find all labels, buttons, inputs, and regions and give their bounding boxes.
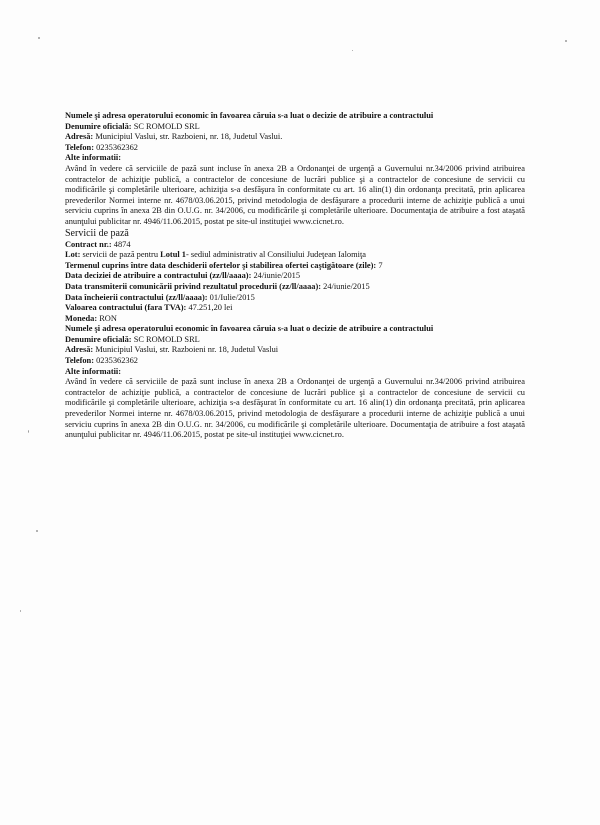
termen-value: 7: [378, 260, 383, 270]
adresa-label: Adresă:: [65, 132, 94, 142]
adresa-value: Municipiul Vaslui, str. Razboieni, nr. 18, Judetul Vaslui.: [95, 132, 283, 142]
telefon-label: Telefon:: [65, 356, 95, 366]
block1-telefon: [65, 143, 525, 154]
scan-speck: [38, 37, 40, 39]
moneda-value: RON: [99, 313, 117, 323]
scan-speck: [36, 530, 38, 532]
scan-speck: [28, 430, 29, 433]
valoare-label: Valoarea contractului (fara TVA):: [65, 303, 187, 313]
block2-telefon: [65, 356, 525, 367]
block1-alte-label: Alte informatii:: [65, 153, 122, 163]
moneda-row: [65, 314, 525, 325]
lot-value-bold: Lotul 1: [160, 250, 186, 260]
valoare-value: 47.251,20 lei: [188, 303, 233, 313]
contract-row: [65, 240, 525, 251]
section-title: Servicii de pază: [65, 227, 129, 239]
data-incheiere-label: Data încheierii contractului (zz/ll/aaaa):: [65, 292, 208, 302]
lot-value-post: - sediul administrativ al Consiliului Judeţean Ialomiţa: [185, 250, 366, 260]
lot-row: [65, 250, 525, 261]
lot-label: Lot:: [65, 250, 81, 260]
block1-alte-text: Având în vedere că serviciile de pază sunt incluse în anexa 2B a Ordonanţei de urgenţă a Guvernului nr.34/2006 privind atribuirea contractelor de achiziţie publică, a contractelor de concesiune de lucrări publice şi a contractelor de concesiune de servicii cu modificările şi completările ulterioare, achiziţia s-a desfăşura în conformitate cu art. 16 alin(1) din ordonanţa precitată, prin aplicarea prevederilor Normei interne nr. 4678/03.06.2015, privind metodologia de desfăşurare a procedurii interne de achiziţie publică a unui serviciu cuprins în anexa 2B din O.U.G. nr. 34/2006, cu modificările şi completările ulterioare. Documentaţia de atribuire a fost ataşată anunţului publicitar nr. 4946/11.06.2015, postat pe site-ul instituţiei www.cicnet.ro.: [65, 163, 525, 226]
block1-adresa: [65, 132, 525, 143]
block1-heading: Numele şi adresa operatorului economic în favoarea căruia s-a luat o decizie de atribuire a contractului: [65, 111, 434, 120]
denumire-value: SC ROMOLD SRL: [133, 334, 200, 344]
telefon-value: 0235362362: [96, 142, 138, 152]
moneda-label: Moneda:: [65, 313, 98, 323]
denumire-value: SC ROMOLD SRL: [133, 121, 200, 131]
data-incheiere-row: [65, 293, 525, 304]
data-decizie-label: Data deciziei de atribuire a contractului (zz/ll/aaaa):: [65, 271, 252, 281]
valoare-row: [65, 303, 525, 314]
denumire-label: Denumire oficială:: [65, 121, 132, 131]
adresa-label: Adresă:: [65, 345, 94, 355]
adresa-value: Municipiul Vaslui, str. Razboieni nr. 18, Judetul Vaslui: [95, 345, 279, 355]
block1-denumire: [65, 122, 525, 133]
scan-speck: [20, 610, 21, 612]
telefon-label: Telefon:: [65, 142, 95, 152]
data-decizie-value: 24/iunie/2015: [253, 271, 301, 281]
termen-label: Termenul cuprins între data deschiderii ofertelor şi stabilirea ofertei caştigătoare (zile):: [65, 260, 377, 270]
data-transmitere-row: [65, 282, 525, 293]
contract-value: 4874: [113, 239, 131, 249]
block2-adresa: [65, 345, 525, 356]
block2-alte-text: Având în vedere că serviciile de pază sunt incluse în anexa 2B a Ordonanţei de urgenţă a Guvernului nr.34/2006 privind atribuirea contractelor de achiziţie publică, a contractelor de concesiune de lucrări publice şi a contractelor de concesiune de servicii cu modificările şi completările ulterioare, achiziţia s-a desfăşurat în conformitate cu art. 16 alin(1) din ordonanţa precitată, prin aplicarea prevederilor Normei interne nr. 4678/03.06.2015, privind metodologia de desfăşurare a procedurii interne de achiziţie publică a unui serviciu cuprins în anexa 2B din O.U.G. nr. 34/2006, cu modificările şi completările ulterioare. Documentaţia de atribuire a fost ataşată anunţului publicitar nr. 4946/11.06.2015, postat pe site-ul instituţiei www.cicnet.ro.: [65, 377, 525, 440]
document-body: [65, 111, 525, 441]
telefon-value: 0235362362: [96, 356, 138, 366]
scan-speck: [352, 50, 353, 51]
denumire-label: Denumire oficială:: [65, 334, 132, 344]
data-transmitere-label: Data transmiterii comunicării privind rezultatul procedurii (zz/ll/aaaa):: [65, 281, 322, 291]
contract-label: Contract nr.:: [65, 239, 112, 249]
lot-value-pre: servicii de pază pentru: [82, 250, 159, 260]
data-transmitere-value: 24/iunie/2015: [323, 281, 370, 291]
block2-heading: Numele şi adresa operatorului economic în favoarea căruia s-a luat o decizie de atribuire a contractului: [65, 324, 434, 334]
termen-row: [65, 261, 525, 272]
data-decizie-row: [65, 271, 525, 282]
data-incheiere-value: 01/Iulie/2015: [209, 292, 255, 302]
scan-speck: [565, 40, 567, 42]
block2-alte-label: Alte informatii:: [65, 366, 122, 376]
block2-denumire: [65, 335, 525, 346]
